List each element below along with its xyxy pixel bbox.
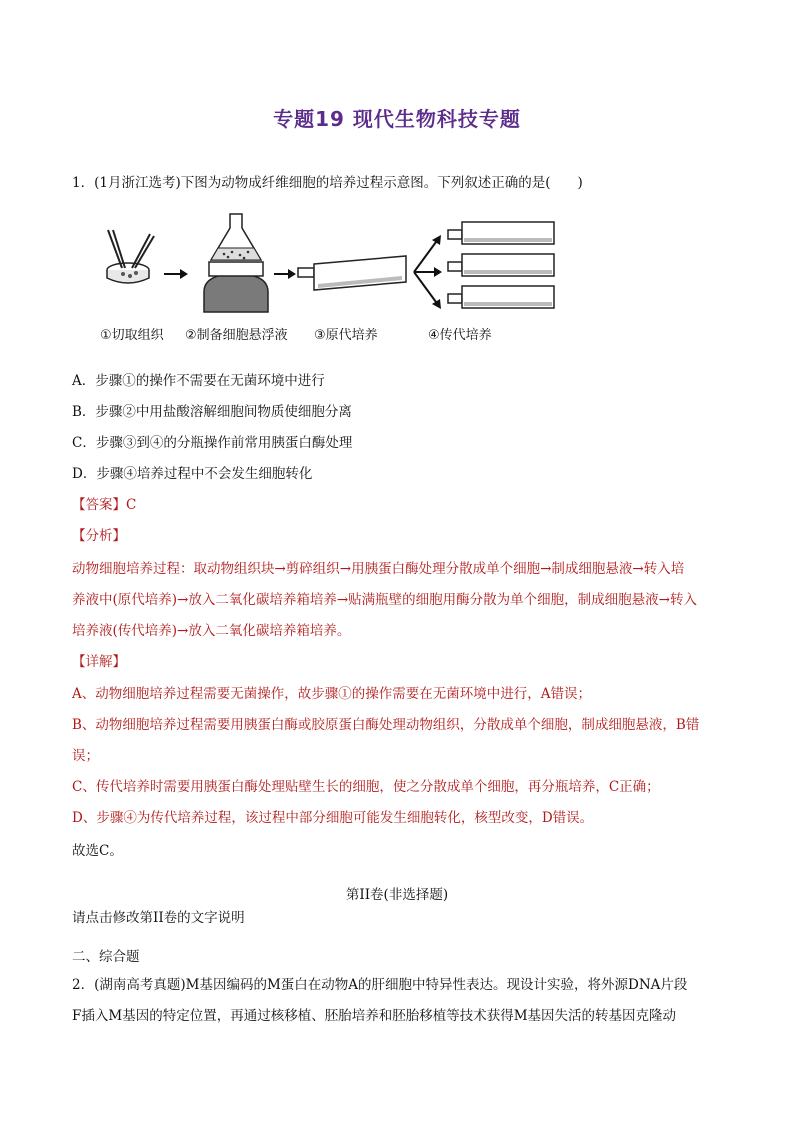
- culture-process-figure: [96, 212, 566, 347]
- subculture-flask-icon: [448, 286, 554, 308]
- option-c: C．步骤③到④的分瓶操作前常用胰蛋白酶处理: [72, 435, 353, 451]
- detail-line: B、动物细胞培养过程需要用胰蛋白酶或胶原蛋白酶处理动物组织，分散成单个细胞，制成细胞悬液，B错: [72, 717, 700, 733]
- question-1-stem: 1．(1月浙江选考)下图为动物成纤维细胞的培养过程示意图。下列叙述正确的是( ): [72, 175, 583, 191]
- arrow-icon: [274, 269, 296, 279]
- answer-label: 【答案】: [72, 497, 126, 513]
- culture-flask-icon: [298, 256, 406, 290]
- question-2-line: F插入M基因的特定位置，再通过核移植、胚胎培养和胚胎移植等技术获得M基因失活的转基因克隆动: [72, 1008, 677, 1024]
- detail-line: C、传代培养时需要用胰蛋白酶处理贴壁生长的细胞，使之分散成单个细胞，再分瓶培养，C正确；: [72, 779, 660, 795]
- part-2-note: 请点击修改第II卷的文字说明: [72, 910, 245, 926]
- detail-label: 【详解】: [72, 654, 126, 670]
- detail-line: 误；: [72, 748, 99, 764]
- subculture-flask-icon: [448, 254, 554, 276]
- figure-caption-step-1: ①切取组织: [100, 328, 164, 343]
- stirred-flask-icon: [204, 214, 268, 312]
- option-a: A．步骤①的操作不需要在无菌环境中进行: [72, 373, 325, 389]
- analysis-label: 【分析】: [72, 528, 126, 544]
- figure-caption-step-4: ④传代培养: [428, 328, 492, 343]
- question-2-line: 2．(湖南高考真题)M基因编码的M蛋白在动物A的肝细胞中特异性表达。现设计实验，将外源DNA片段: [72, 977, 688, 993]
- arrow-icon: [164, 269, 188, 279]
- page-title: 专题19 现代生物科技专题: [273, 107, 521, 131]
- conclusion: 故选C。: [72, 843, 123, 859]
- option-b: B．步骤②中用盐酸溶解细胞间物质使细胞分离: [72, 404, 352, 420]
- analysis-line: 培养液(传代培养)→放入二氧化碳培养箱培养。: [72, 623, 351, 639]
- analysis-line: 养液中(原代培养)→放入二氧化碳培养箱培养→贴满瓶壁的细胞用酶分散为单个细胞，制成细胞悬液→转入: [72, 592, 697, 608]
- figure-caption-step-2: ②制备细胞悬浮液: [185, 328, 288, 343]
- analysis-line: 动物细胞培养过程：取动物组织块→剪碎组织→用胰蛋白酶处理分散成单个细胞→制成细胞悬液→转入培: [72, 561, 685, 577]
- tissue-dish-icon: [107, 230, 154, 283]
- part-2-heading: 第II卷(非选择题): [345, 887, 449, 903]
- branch-arrows-icon: [414, 235, 442, 309]
- section-heading: 二、综合题: [72, 949, 140, 965]
- detail-line: A、动物细胞培养过程需要无菌操作，故步骤①的操作需要在无菌环境中进行，A错误；: [72, 686, 591, 702]
- option-d: D．步骤④培养过程中不会发生细胞转化: [72, 466, 313, 482]
- detail-line: D、步骤④为传代培养过程，该过程中部分细胞可能发生细胞转化，核型改变，D错误。: [72, 810, 594, 826]
- figure-caption-step-3: ③原代培养: [314, 328, 378, 343]
- answer-line: [72, 496, 728, 514]
- answer-value: C: [126, 497, 137, 513]
- culture-diagram: [96, 212, 566, 322]
- subculture-flask-icon: [448, 222, 554, 244]
